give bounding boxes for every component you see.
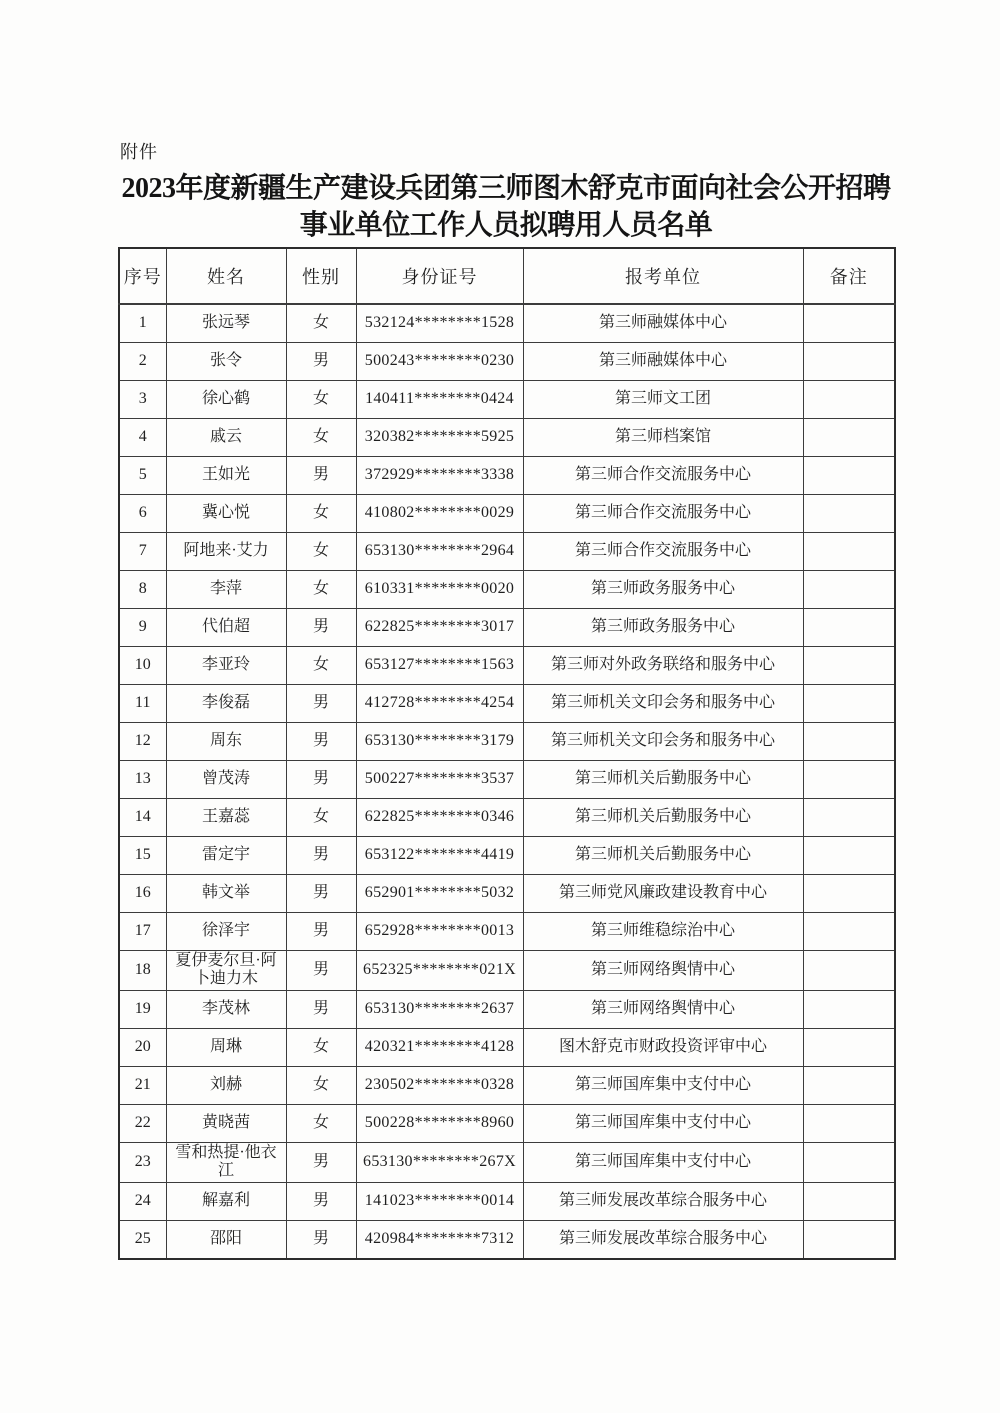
cell-gender: 女 (286, 571, 356, 609)
cell-name: 周琳 (166, 1028, 286, 1066)
cell-unit: 第三师机关后勤服务中心 (523, 761, 803, 799)
cell-gender: 女 (286, 495, 356, 533)
cell-name: 张令 (166, 343, 286, 381)
cell-note (803, 990, 895, 1028)
cell-name: 刘赫 (166, 1066, 286, 1104)
cell-unit: 第三师国库集中支付中心 (523, 1142, 803, 1182)
cell-id-number: 653130********267X (356, 1142, 523, 1182)
cell-serial: 3 (119, 381, 166, 419)
cell-id-number: 320382********5925 (356, 419, 523, 457)
cell-gender: 男 (286, 761, 356, 799)
cell-note (803, 495, 895, 533)
header-serial: 序号 (119, 248, 166, 304)
cell-note (803, 457, 895, 495)
cell-id-number: 652325********021X (356, 951, 523, 991)
cell-name: 周东 (166, 723, 286, 761)
cell-unit: 第三师机关后勤服务中心 (523, 799, 803, 837)
cell-id-number: 653130********3179 (356, 723, 523, 761)
cell-gender: 女 (286, 799, 356, 837)
cell-note (803, 343, 895, 381)
table-row (119, 457, 895, 495)
cell-gender: 男 (286, 609, 356, 647)
cell-gender: 男 (286, 990, 356, 1028)
cell-note (803, 381, 895, 419)
cell-note (803, 913, 895, 951)
cell-name: 代伯超 (166, 609, 286, 647)
roster-table (118, 247, 896, 1260)
cell-note (803, 875, 895, 913)
table-row (119, 343, 895, 381)
cell-unit: 第三师机关文印会务和服务中心 (523, 685, 803, 723)
cell-gender: 男 (286, 875, 356, 913)
table-row (119, 951, 895, 991)
table-row (119, 571, 895, 609)
title-line-2: 事业单位工作人员拟聘用人员名单 (299, 210, 713, 241)
cell-name: 邵阳 (166, 1220, 286, 1259)
cell-unit: 第三师政务服务中心 (523, 571, 803, 609)
cell-id-number: 420984********7312 (356, 1220, 523, 1259)
cell-serial: 24 (119, 1182, 166, 1220)
cell-serial: 1 (119, 304, 166, 343)
cell-id-number: 653130********2637 (356, 990, 523, 1028)
header-id-number: 身份证号 (356, 248, 523, 304)
cell-serial: 5 (119, 457, 166, 495)
cell-gender: 男 (286, 343, 356, 381)
cell-gender: 女 (286, 647, 356, 685)
cell-note (803, 1142, 895, 1182)
cell-serial: 4 (119, 419, 166, 457)
cell-gender: 男 (286, 685, 356, 723)
table-row (119, 647, 895, 685)
cell-unit: 第三师发展改革综合服务中心 (523, 1220, 803, 1259)
cell-gender: 男 (286, 457, 356, 495)
cell-serial: 23 (119, 1142, 166, 1182)
cell-id-number: 141023********0014 (356, 1182, 523, 1220)
cell-unit: 第三师文工团 (523, 381, 803, 419)
cell-name: 张远琴 (166, 304, 286, 343)
cell-id-number: 653127********1563 (356, 647, 523, 685)
cell-gender: 女 (286, 381, 356, 419)
cell-id-number: 652928********0013 (356, 913, 523, 951)
table-row (119, 761, 895, 799)
cell-unit: 第三师合作交流服务中心 (523, 495, 803, 533)
cell-name: 李俊磊 (166, 685, 286, 723)
cell-serial: 2 (119, 343, 166, 381)
cell-name: 李亚玲 (166, 647, 286, 685)
cell-id-number: 500227********3537 (356, 761, 523, 799)
cell-unit: 第三师国库集中支付中心 (523, 1104, 803, 1142)
cell-note (803, 761, 895, 799)
table-row (119, 609, 895, 647)
cell-note (803, 723, 895, 761)
table-row (119, 381, 895, 419)
cell-name: 王如光 (166, 457, 286, 495)
cell-note (803, 647, 895, 685)
cell-unit: 第三师合作交流服务中心 (523, 533, 803, 571)
cell-note (803, 837, 895, 875)
cell-id-number: 372929********3338 (356, 457, 523, 495)
table-row (119, 875, 895, 913)
cell-gender: 男 (286, 913, 356, 951)
cell-id-number: 230502********0328 (356, 1066, 523, 1104)
table-row (119, 1028, 895, 1066)
cell-name: 韩文举 (166, 875, 286, 913)
cell-id-number: 500228********8960 (356, 1104, 523, 1142)
cell-serial: 9 (119, 609, 166, 647)
table-row (119, 419, 895, 457)
cell-serial: 15 (119, 837, 166, 875)
cell-unit: 第三师发展改革综合服务中心 (523, 1182, 803, 1220)
cell-unit: 第三师国库集中支付中心 (523, 1066, 803, 1104)
cell-unit: 第三师机关后勤服务中心 (523, 837, 803, 875)
cell-gender: 女 (286, 1028, 356, 1066)
cell-gender: 男 (286, 837, 356, 875)
cell-note (803, 571, 895, 609)
cell-note (803, 419, 895, 457)
header-gender: 性别 (286, 248, 356, 304)
cell-name: 王嘉蕊 (166, 799, 286, 837)
cell-unit: 第三师网络舆情中心 (523, 951, 803, 991)
table-row (119, 990, 895, 1028)
cell-serial: 13 (119, 761, 166, 799)
cell-unit: 第三师对外政务联络和服务中心 (523, 647, 803, 685)
cell-serial: 8 (119, 571, 166, 609)
cell-note (803, 304, 895, 343)
header-note: 备注 (803, 248, 895, 304)
table-row (119, 685, 895, 723)
cell-unit: 第三师网络舆情中心 (523, 990, 803, 1028)
cell-unit: 第三师合作交流服务中心 (523, 457, 803, 495)
cell-name: 雪和热提·他衣江 (166, 1142, 286, 1182)
cell-gender: 女 (286, 1066, 356, 1104)
cell-name: 黄晓茜 (166, 1104, 286, 1142)
cell-name: 曾茂涛 (166, 761, 286, 799)
table-body (119, 304, 895, 1259)
cell-id-number: 412728********4254 (356, 685, 523, 723)
cell-unit: 第三师党风廉政建设教育中心 (523, 875, 803, 913)
cell-unit: 第三师机关文印会务和服务中心 (523, 723, 803, 761)
cell-id-number: 410802********0029 (356, 495, 523, 533)
cell-name: 李茂林 (166, 990, 286, 1028)
cell-note (803, 951, 895, 991)
header-name: 姓名 (166, 248, 286, 304)
cell-serial: 25 (119, 1220, 166, 1259)
cell-note (803, 1220, 895, 1259)
cell-unit: 第三师融媒体中心 (523, 304, 803, 343)
cell-name: 戚云 (166, 419, 286, 457)
cell-unit: 第三师政务服务中心 (523, 609, 803, 647)
cell-gender: 女 (286, 304, 356, 343)
cell-unit: 第三师档案馆 (523, 419, 803, 457)
table-row (119, 533, 895, 571)
cell-gender: 男 (286, 1142, 356, 1182)
cell-serial: 19 (119, 990, 166, 1028)
cell-note (803, 1028, 895, 1066)
cell-note (803, 1066, 895, 1104)
cell-note (803, 533, 895, 571)
table-row (119, 1220, 895, 1259)
table-row (119, 913, 895, 951)
cell-note (803, 1104, 895, 1142)
cell-id-number: 622825********3017 (356, 609, 523, 647)
cell-serial: 21 (119, 1066, 166, 1104)
cell-unit: 第三师维稳综治中心 (523, 913, 803, 951)
cell-serial: 12 (119, 723, 166, 761)
cell-unit: 图木舒克市财政投资评审中心 (523, 1028, 803, 1066)
cell-gender: 女 (286, 1104, 356, 1142)
header-unit: 报考单位 (523, 248, 803, 304)
table-row (119, 304, 895, 343)
cell-note (803, 685, 895, 723)
cell-serial: 11 (119, 685, 166, 723)
cell-id-number: 653122********4419 (356, 837, 523, 875)
header-row (119, 248, 895, 304)
table-row (119, 799, 895, 837)
cell-id-number: 610331********0020 (356, 571, 523, 609)
cell-note (803, 799, 895, 837)
table-row (119, 1066, 895, 1104)
cell-serial: 20 (119, 1028, 166, 1066)
cell-gender: 男 (286, 1220, 356, 1259)
cell-note (803, 1182, 895, 1220)
cell-serial: 14 (119, 799, 166, 837)
table-row (119, 723, 895, 761)
cell-serial: 16 (119, 875, 166, 913)
cell-gender: 男 (286, 723, 356, 761)
cell-id-number: 500243********0230 (356, 343, 523, 381)
table-row (119, 837, 895, 875)
cell-gender: 男 (286, 1182, 356, 1220)
cell-id-number: 652901********5032 (356, 875, 523, 913)
cell-serial: 7 (119, 533, 166, 571)
cell-id-number: 420321********4128 (356, 1028, 523, 1066)
table-header (119, 248, 895, 304)
cell-unit: 第三师融媒体中心 (523, 343, 803, 381)
cell-id-number: 532124********1528 (356, 304, 523, 343)
cell-serial: 17 (119, 913, 166, 951)
cell-id-number: 653130********2964 (356, 533, 523, 571)
cell-name: 徐泽宇 (166, 913, 286, 951)
table-row (119, 1104, 895, 1142)
document-title (110, 170, 902, 244)
attachment-label: 附件 (120, 142, 158, 162)
cell-serial: 18 (119, 951, 166, 991)
cell-gender: 男 (286, 951, 356, 991)
cell-note (803, 609, 895, 647)
table-row (119, 1142, 895, 1182)
table-row (119, 1182, 895, 1220)
cell-name: 李萍 (166, 571, 286, 609)
table-row (119, 495, 895, 533)
cell-id-number: 140411********0424 (356, 381, 523, 419)
cell-serial: 10 (119, 647, 166, 685)
cell-serial: 22 (119, 1104, 166, 1142)
cell-name: 解嘉利 (166, 1182, 286, 1220)
cell-name: 冀心悦 (166, 495, 286, 533)
cell-serial: 6 (119, 495, 166, 533)
cell-name: 阿地来·艾力 (166, 533, 286, 571)
cell-gender: 女 (286, 419, 356, 457)
title-line-1: 2023年度新疆生产建设兵团第三师图木舒克市面向社会公开招聘 (121, 173, 891, 204)
cell-name: 徐心鹤 (166, 381, 286, 419)
cell-name: 夏伊麦尔旦·阿卜迪力木 (166, 951, 286, 991)
cell-gender: 女 (286, 533, 356, 571)
cell-name: 雷定宇 (166, 837, 286, 875)
cell-id-number: 622825********0346 (356, 799, 523, 837)
